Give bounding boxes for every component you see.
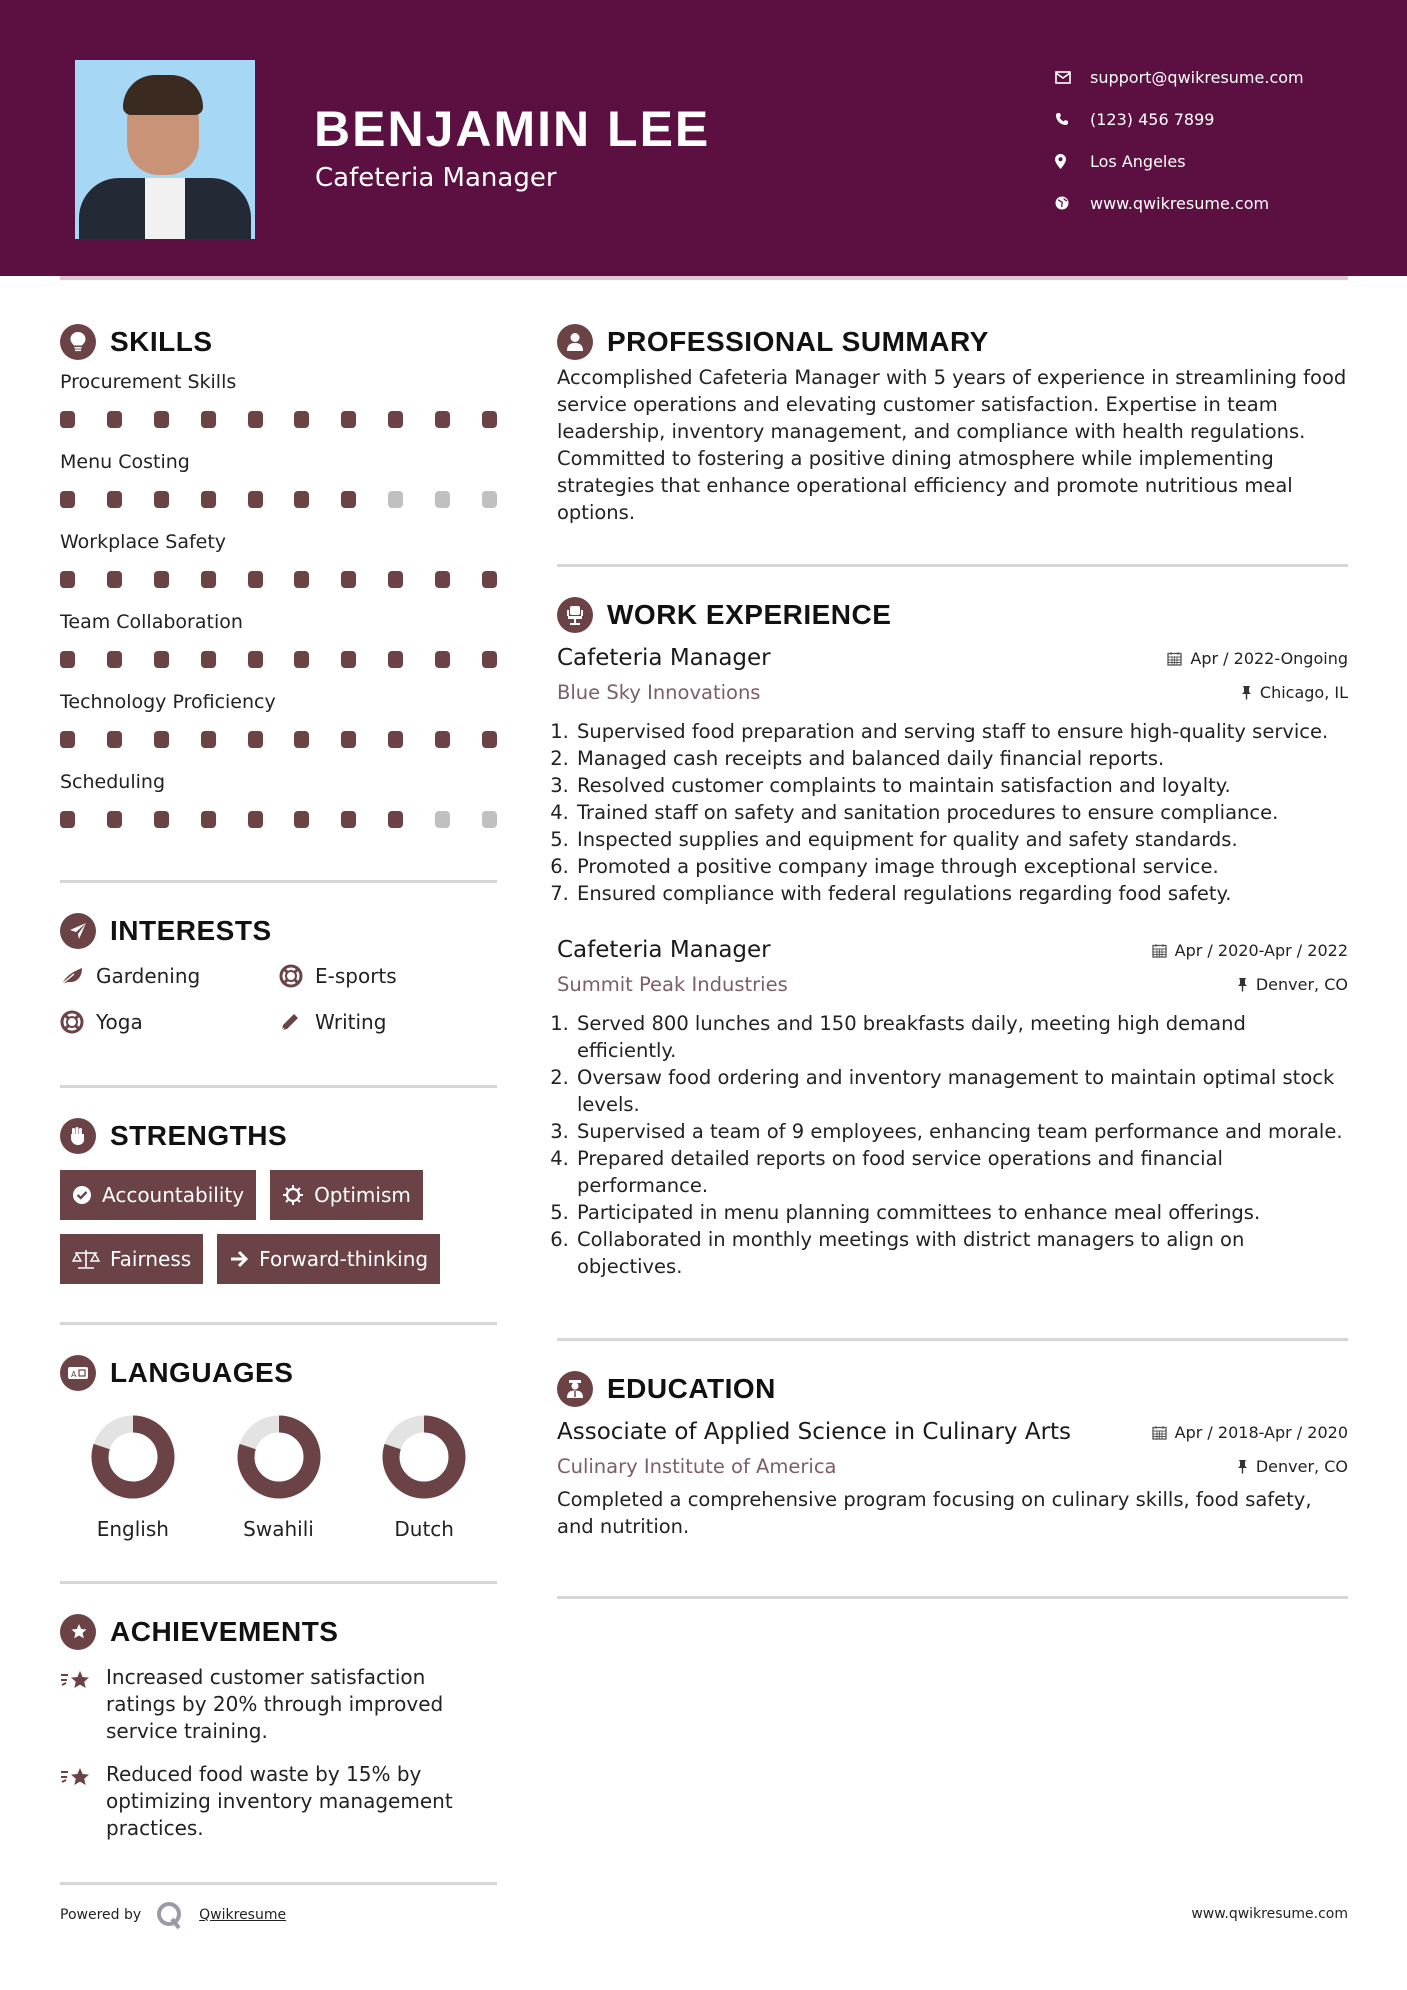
skill-rating: [60, 796, 497, 842]
shooting-star-icon: [60, 1761, 106, 1842]
language-item: Dutch: [351, 1415, 497, 1541]
education-entry: [557, 1419, 1348, 1540]
strength-list: [60, 1170, 497, 1284]
education-description: Completed a comprehensive program focusing on culinary skills, food safety, and nutrition.: [557, 1488, 1312, 1538]
header-divider: [60, 276, 1348, 280]
section-title: WORK EXPERIENCE: [607, 599, 892, 630]
leaf-icon: [60, 966, 96, 986]
lightbulb-icon: [60, 324, 96, 360]
skill-rating: [60, 396, 497, 442]
job-location: Denver, CO: [1237, 975, 1348, 994]
calendar-icon: [1167, 651, 1182, 666]
job-title: Cafeteria Manager: [557, 645, 771, 671]
phone-icon: [1055, 112, 1090, 126]
check-circle-icon: [72, 1185, 92, 1205]
contact-list: [1055, 56, 1304, 224]
section-title: PROFESSIONAL SUMMARY: [607, 326, 989, 357]
section-divider: [60, 1085, 497, 1088]
calendar-icon: [1152, 1425, 1167, 1440]
job-dates: Apr / 2020-Apr / 2022: [1152, 941, 1348, 960]
strength-chip: Optimism: [270, 1170, 423, 1220]
skill-item: Scheduling: [60, 768, 497, 842]
contact-email[interactable]: support@qwikresume.com: [1055, 56, 1304, 98]
office-chair-icon: [557, 597, 593, 633]
pushpin-icon: [1237, 977, 1248, 992]
star-badge-icon: [60, 1614, 96, 1650]
summary-text: Accomplished Cafeteria Manager with 5 years of experience in streamlining food service operations and elevating customer satisfaction. Expertise in team leadership, inventory management, and compliance with health regulations. Committed to fostering a positive dining atmosphere while implementing strategies that enhance operational efficiency and promote nutritious meal options.: [557, 366, 1347, 524]
contact-location: Los Angeles: [1055, 140, 1304, 182]
pushpin-icon: [1241, 685, 1252, 700]
sun-icon: [282, 1184, 304, 1206]
interest-item: Gardening: [60, 961, 279, 991]
skills-section: [60, 322, 497, 842]
strengths-section: [60, 1116, 497, 1284]
candidate-name: BENJAMIN LEE: [314, 101, 711, 157]
section-title: LANGUAGES: [110, 1357, 294, 1388]
education-dates: Apr / 2018-Apr / 2020: [1152, 1423, 1348, 1442]
language-proficiency-donut: [382, 1415, 466, 1499]
interests-section: [60, 911, 497, 1037]
pencil-icon: [279, 1011, 315, 1033]
experience-section: [557, 595, 1348, 1280]
language-item: English: [60, 1415, 206, 1541]
achievements-section: [60, 1612, 497, 1842]
skill-item: Menu Costing: [60, 448, 497, 522]
envelope-icon: [1055, 71, 1090, 84]
shooting-star-icon: [60, 1664, 106, 1745]
company-name: Summit Peak Industries: [557, 973, 788, 996]
graduate-icon: [557, 1371, 593, 1407]
paper-plane-icon: [60, 913, 96, 949]
strength-chip: Forward-thinking: [217, 1234, 440, 1284]
language-item: Swahili: [206, 1415, 352, 1541]
section-title: SKILLS: [110, 326, 213, 357]
map-marker-icon: [1055, 154, 1090, 169]
skill-rating: [60, 476, 497, 522]
achievement-item: Reduced food waste by 15% by optimizing inventory management practices.: [60, 1761, 497, 1842]
interest-item: Writing: [279, 1007, 497, 1037]
language-list: [60, 1415, 497, 1541]
summary-section: [557, 322, 1348, 526]
skill-item: Team Collaboration: [60, 608, 497, 682]
skill-rating: [60, 716, 497, 762]
skill-rating: [60, 636, 497, 682]
job-responsibilities: 1. Supervised food preparation and serving staff to ensure high-quality service. 2. Managed cash receipts and balanced daily financial reports. 3. Resolved customer complaints to maintain satisfaction and loyalty. 4. Trained staff on safety and sanitation procedures to ensure compliance. 5. Inspected supplies and equipment for quality and safety standards. 6. Promoted a positive company image through exceptional service. 7. Ensured compliance with federal regulations regarding food safety.: [557, 718, 1348, 907]
job-dates: Apr / 2022-Ongoing: [1167, 649, 1348, 668]
job-entry: [557, 645, 1348, 907]
section-title: EDUCATION: [607, 1373, 776, 1404]
profile-photo: [75, 60, 255, 239]
pushpin-icon: [1237, 1459, 1248, 1474]
contact-phone[interactable]: (123) 456 7899: [1055, 98, 1304, 140]
languages-section: [60, 1353, 497, 1541]
arrow-right-icon: [229, 1249, 249, 1269]
strength-chip: Accountability: [60, 1170, 256, 1220]
calendar-icon: [1152, 943, 1167, 958]
strength-chip: Fairness: [60, 1234, 203, 1284]
language-proficiency-donut: [237, 1415, 321, 1499]
footer-website[interactable]: www.qwikresume.com: [1191, 1906, 1348, 1922]
interest-item: Yoga: [60, 1007, 279, 1037]
balance-scale-icon: [72, 1248, 100, 1270]
section-title: INTERESTS: [110, 915, 272, 946]
job-title: Cafeteria Manager: [557, 937, 771, 963]
life-ring-icon: [279, 964, 315, 988]
education-location: Denver, CO: [1237, 1457, 1348, 1476]
language-proficiency-donut: [91, 1415, 175, 1499]
section-title: STRENGTHS: [110, 1120, 288, 1151]
education-section: [557, 1369, 1348, 1540]
contact-website[interactable]: www.qwikresume.com: [1055, 182, 1304, 224]
section-divider: [557, 1338, 1348, 1341]
company-name: Blue Sky Innovations: [557, 681, 761, 704]
interest-list: [60, 961, 497, 1037]
job-entry: [557, 937, 1348, 1280]
skill-item: Workplace Safety: [60, 528, 497, 602]
job-responsibilities: 1. Served 800 lunches and 150 breakfasts daily, meeting high demand efficiently. 2. Oversaw food ordering and inventory management to maintain optimal stock levels. 3. Supervised a team of 9 employees, enhancing team performance and morale. 4. Prepared detailed reports on food service operations and financial performance. 5. Participated in menu planning committees to enhance meal offerings. 6. Collaborated in monthly meetings with district managers to align on objectives.: [557, 1010, 1348, 1280]
degree-title: Associate of Applied Science in Culinary Arts: [557, 1419, 1072, 1445]
right-column: [557, 322, 1348, 1599]
achievement-item: Increased customer satisfaction ratings by 20% through improved service training.: [60, 1664, 497, 1745]
globe-icon: [1055, 196, 1090, 210]
section-divider: [557, 1596, 1348, 1599]
life-ring-icon: [60, 1010, 96, 1034]
section-divider: [60, 880, 497, 883]
section-divider: [60, 1581, 497, 1584]
left-column: [60, 322, 497, 1885]
school-name: Culinary Institute of America: [557, 1455, 837, 1478]
section-divider: [60, 1882, 497, 1885]
interest-item: E-sports: [279, 961, 497, 991]
user-icon: [557, 324, 593, 360]
skill-rating: [60, 556, 497, 602]
svg-text:A: A: [71, 1370, 77, 1379]
job-location: Chicago, IL: [1241, 683, 1348, 702]
qwikresume-logo-icon: [155, 1900, 185, 1930]
candidate-title: Cafeteria Manager: [315, 163, 557, 193]
footer-branding: Powered by Qwikresume: [60, 1900, 286, 1930]
skill-item: Procurement Skills: [60, 368, 497, 442]
section-divider: [60, 1322, 497, 1325]
language-icon: [60, 1355, 96, 1391]
qwikresume-link[interactable]: Qwikresume: [199, 1907, 287, 1923]
resume-header: [0, 0, 1407, 276]
skill-item: Technology Proficiency: [60, 688, 497, 762]
section-divider: [557, 564, 1348, 567]
section-title: ACHIEVEMENTS: [110, 1616, 339, 1647]
fist-icon: [60, 1118, 96, 1154]
